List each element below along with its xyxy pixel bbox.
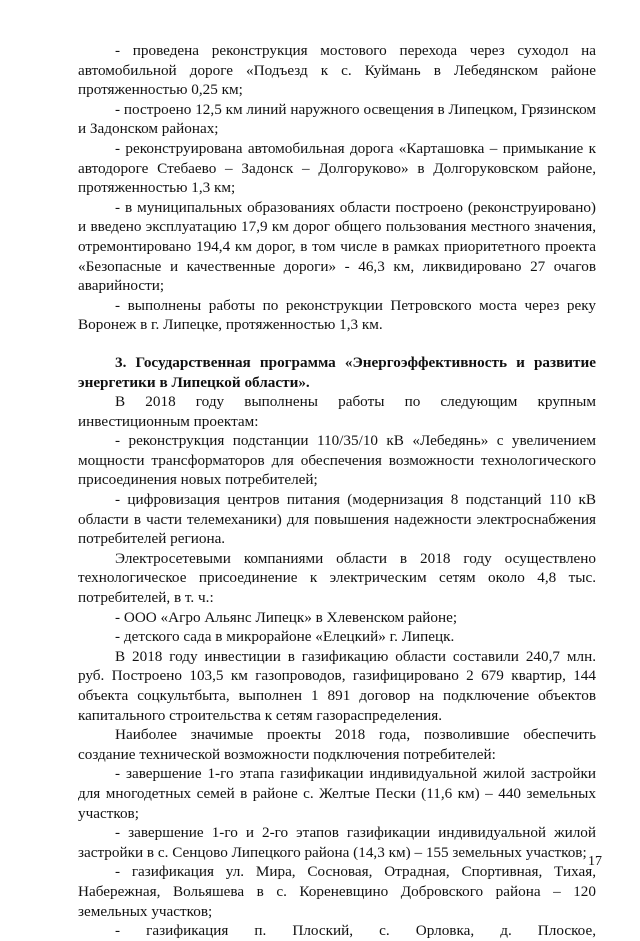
- list-item: - реконструирована автомобильная дорога «Карташовка – примыкание к автодороге Стебаево – Задонск – Долгоруково» в Долгоруковском районе, протяженностью 1,3 км;: [78, 139, 596, 197]
- list-item: - построено 12,5 км линий наружного освещения в Липецком, Грязинском и Задонском районах;: [78, 100, 596, 138]
- paragraph: В 2018 году выполнены работы по следующим крупным инвестиционным проектам:: [78, 393, 596, 430]
- list-item: - ООО «Агро Альянс Липецк» в Хлевенском районе;: [115, 608, 458, 626]
- paragraph: Наиболее значимые проекты 2018 года, позволившие обеспечить создание технической возможности подключения потребителей:: [78, 726, 596, 763]
- list-item: - реконструкция подстанции 110/35/10 кВ «Лебедянь» с увеличением мощности трансформаторов для обеспечения возможности технологического присоединения новых потребителей;: [78, 432, 596, 489]
- list-item: - завершение 1-го этапа газификации индивидуальной жилой застройки для многодетных семей в районе с. Желтые Пески (11,6 км) – 440 земельных участков;: [78, 765, 596, 822]
- page-number: 17: [588, 854, 602, 869]
- paragraph: Электросетевыми компаниями области в 2018 году осуществлено технологическое присоединение к электрическим сетям около 4,8 тыс. потребителей, в т. ч.:: [78, 549, 596, 607]
- list-item: - в муниципальных образованиях области построено (реконструировано) и введено эксплуатацию 17,9 км дорог общего пользования местного значения, отремонтировано 194,4 км дорог, в том числе в рамках приоритетного проекта «Безопасные и качественные дороги» - 46,3 км, ликвидировано 27 очагов аварийности;: [78, 198, 596, 295]
- list-item: - выполнены работы по реконструкции Петровского моста через реку Воронеж в г. Липецке, протяженностью 1,3 км.: [78, 296, 596, 334]
- section-heading: 3. Государственная программа «Энергоэффективность и развитие энергетики в Липецкой области».: [78, 353, 596, 391]
- list-item: - проведена реконструкция мостового перехода через суходол на автомобильной дороге «Подъезд к с. Куймань в Лебедянском районе протяженностью 0,25 км;: [78, 42, 596, 99]
- page-body: [78, 41, 596, 941]
- paragraph: В 2018 году инвестиции в газификацию области составили 240,7 млн. руб. Построено 103,5 км газопроводов, газифицировано 2 679 квартир, 144 объекта соцкультбыта, выполнен 1 891 договор на подключение объектов капитального строительства к сетям газораспределения.: [78, 647, 596, 724]
- list-item: - газификация п. Плоский, с. Орловка, д. Плоское,: [115, 922, 596, 940]
- list-item: - завершение 1-го и 2-го этапов газификации индивидуальной жилой застройки в с. Сенцово Липецкого района (14,3 км) – 155 земельных участков;: [78, 824, 596, 861]
- list-item: - цифровизация центров питания (модернизация 8 подстанций 110 кВ области в части телемеханики) для повышения надежности электроснабжения потребителей региона.: [78, 491, 596, 548]
- list-item: - детского сада в микрорайоне «Елецкий» г. Липецк.: [115, 628, 455, 646]
- list-item: - газификация ул. Мира, Сосновая, Отрадная, Спортивная, Тихая, Набережная, Вольяшева в с. Кореневщино Добровского района – 120 земельных участков;: [78, 863, 596, 920]
